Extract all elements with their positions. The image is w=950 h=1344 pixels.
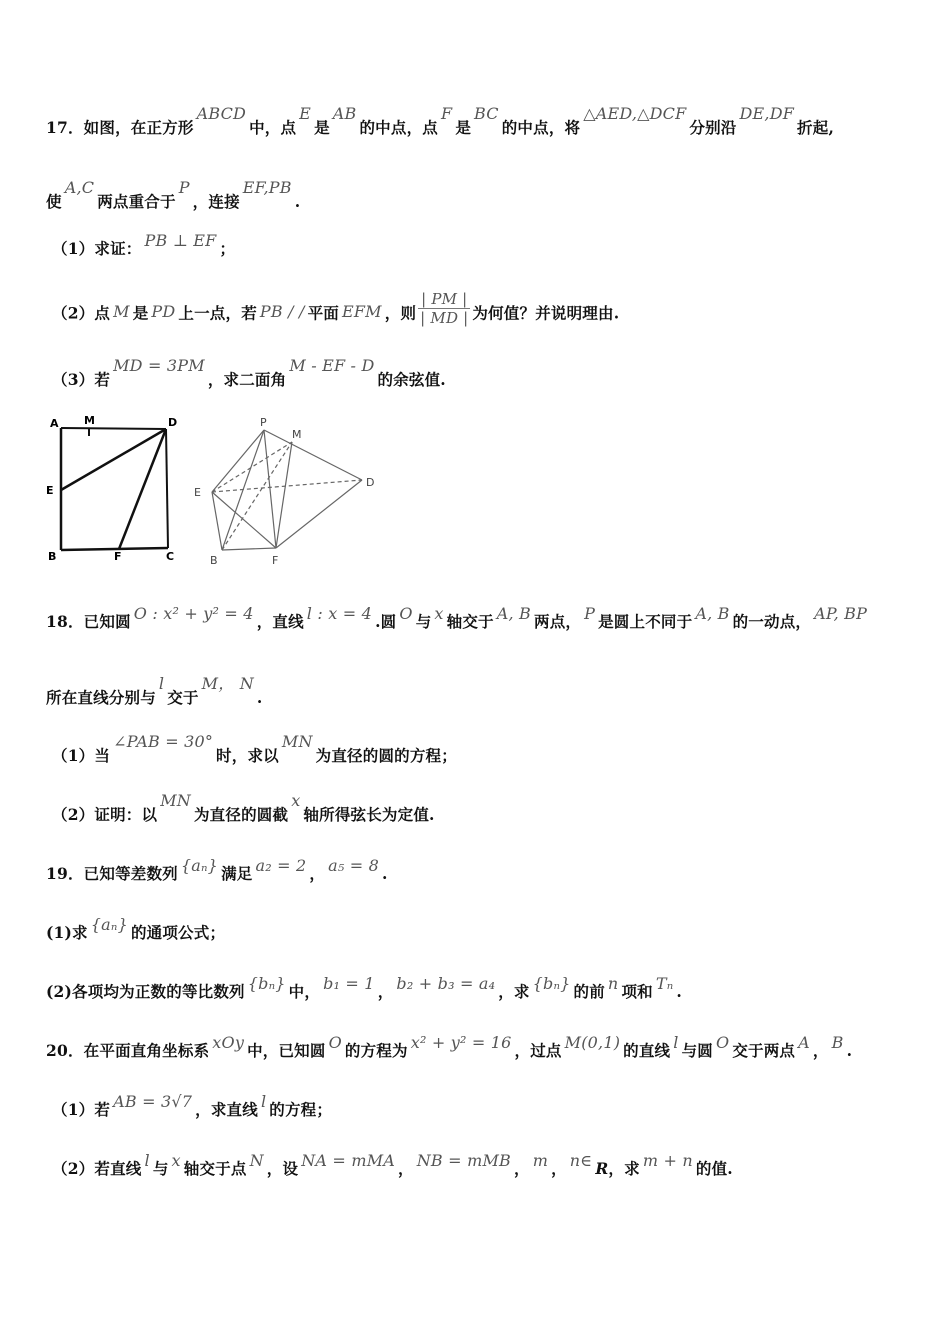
text: （2）点 (52, 303, 111, 323)
label-a: A (50, 417, 59, 430)
label-p: P (260, 416, 267, 429)
text: ，求 (608, 1159, 640, 1178)
text: ， (309, 864, 326, 883)
label-d: D (168, 416, 178, 429)
text: 满足 (221, 864, 253, 883)
q18-line2 (46, 674, 920, 708)
text: 与 (415, 612, 432, 631)
math: m (532, 1151, 549, 1170)
label-e: E (46, 484, 54, 497)
geometry-figures (44, 410, 394, 570)
math: xOy (212, 1033, 245, 1052)
text: 时，求以 (216, 746, 279, 765)
math: x (171, 1151, 181, 1170)
math: A, B (695, 604, 730, 623)
text: 与圆 (681, 1041, 713, 1060)
math: O (399, 604, 413, 623)
text: ，则 (384, 303, 417, 323)
math: A, B (496, 604, 532, 623)
math: DE,DF (739, 104, 795, 123)
label-m2: M (292, 428, 302, 441)
label-f2: F (272, 554, 279, 567)
fraction-numerator: | PM | (418, 290, 470, 309)
text: 的方程； (269, 1100, 333, 1119)
q20-part1 (52, 1092, 920, 1120)
q18-part2 (52, 791, 920, 825)
math: BC (474, 104, 499, 123)
math: MN (281, 732, 313, 751)
math: △AED,△DCF (583, 104, 687, 123)
q20-part2 (52, 1151, 920, 1179)
text: . (294, 192, 301, 211)
text: . (676, 982, 683, 1001)
text: ，连接 (192, 192, 240, 211)
text: （2）若直线 (52, 1159, 142, 1178)
math: a₅ = 8 (328, 856, 380, 875)
q17-line1 (46, 104, 920, 138)
math: O : x² + y² = 4 (133, 604, 254, 623)
math: l : x = 4 (306, 604, 373, 623)
text: ，过点 (514, 1041, 562, 1060)
math: b₂ + b₃ = a₄ (396, 974, 496, 993)
q20-line1 (46, 1033, 920, 1061)
text: 中，点 (249, 118, 297, 137)
text: ； (219, 239, 236, 258)
q17-part1 (52, 231, 920, 259)
math: {aₙ} (180, 856, 219, 875)
text: 分别沿 (689, 118, 737, 137)
text: ，求直线 (195, 1100, 258, 1119)
math: E (299, 104, 312, 123)
label-d2: D (366, 476, 375, 489)
text: ， (513, 1159, 530, 1178)
label-m: M (84, 414, 95, 427)
text: ， (377, 982, 394, 1001)
text: ，求二面角 (207, 370, 287, 389)
text: ，求 (498, 982, 530, 1001)
label-b: B (48, 550, 57, 563)
math: O (328, 1033, 342, 1052)
text: 交于 (167, 688, 199, 707)
text: 的通项公式； (130, 923, 226, 942)
text: 是 (314, 118, 330, 137)
square-figure (61, 428, 168, 550)
math: Tₙ (655, 974, 674, 993)
text: 是 (455, 118, 472, 137)
text: 所在直线分别与 (46, 688, 156, 707)
q20-number: 20．在平面直角坐标系 (46, 1041, 210, 1060)
text: 与 (152, 1159, 169, 1178)
math: EFM (342, 301, 382, 321)
text: （2）证明：以 (52, 805, 158, 824)
math: {aₙ} (90, 915, 128, 934)
q19-number: 19．已知等差数列 (46, 864, 178, 883)
math: PD (151, 301, 176, 321)
math: NB = mMB (416, 1151, 511, 1170)
text: ，设 (266, 1159, 299, 1178)
math: B (831, 1033, 844, 1052)
text: (1)求 (46, 923, 88, 942)
text: 的余弦值. (377, 370, 446, 389)
q18-number: 18．已知圆 (46, 612, 131, 631)
math: P (584, 604, 596, 623)
math: l (144, 1151, 150, 1170)
math: m + n (642, 1151, 693, 1170)
math: n∈ (569, 1151, 593, 1170)
text: 的一动点， (732, 612, 812, 631)
q19-part1 (46, 915, 920, 943)
text: . (256, 688, 263, 707)
math: x² + y² = 16 (410, 1033, 512, 1052)
q19-line1 (46, 856, 920, 884)
math: M(0,1) (564, 1033, 621, 1052)
text: R (595, 1159, 609, 1178)
math: x (434, 604, 444, 623)
text: 折起, (797, 118, 835, 137)
q18-line1 (46, 604, 920, 632)
math: MD = 3PM (113, 356, 205, 375)
text: 的直线 (623, 1041, 671, 1060)
math: l (260, 1092, 267, 1111)
fraction (418, 290, 470, 327)
text: 中， (288, 982, 321, 1001)
text: （1）若 (52, 1100, 111, 1119)
q18-part1 (52, 732, 920, 766)
text: （1）求证： (52, 239, 142, 258)
text: 的前 (573, 982, 605, 1001)
label-e2: E (194, 486, 201, 499)
text: 为何值？并说明理由. (472, 303, 620, 323)
text: 的中点，将 (501, 118, 581, 137)
text: 是 (132, 303, 149, 323)
text: 为直径的圆的方程； (315, 746, 457, 765)
text: 项和 (621, 982, 653, 1001)
math: a₂ = 2 (255, 856, 307, 875)
text: 平面 (307, 303, 339, 323)
math: NA = mMA (301, 1151, 396, 1170)
math: ∠PAB = 30° (113, 732, 214, 751)
math: n (607, 974, 619, 993)
text: 中，已知圆 (247, 1041, 326, 1060)
math: A (798, 1033, 810, 1052)
q17-number: 17．如图，在正方形 (46, 118, 194, 137)
math: EF,PB (242, 178, 292, 197)
text: (2)各项均为正数的等比数列 (46, 982, 245, 1001)
math: l (158, 674, 165, 693)
q19-part2 (46, 974, 920, 1002)
label-c: C (166, 550, 175, 563)
math: x (291, 791, 301, 810)
q17-line2 (46, 178, 920, 212)
math: PB ⊥ EF (144, 231, 217, 250)
text: .圆 (375, 612, 397, 631)
math: AB = 3√7 (113, 1092, 193, 1111)
math: {bₙ} (247, 974, 286, 993)
math: P (178, 178, 190, 197)
math: PB / / (259, 301, 305, 321)
math: M (113, 301, 130, 321)
fraction-denominator: | MD | (420, 309, 469, 327)
text: . (846, 1041, 853, 1060)
text: （3）若 (52, 370, 111, 389)
text: ，直线 (256, 612, 304, 631)
text: 两点重合于 (97, 192, 176, 211)
math: AP, BP (814, 604, 868, 623)
math: ABCD (196, 104, 247, 123)
math: b₁ = 1 (323, 974, 375, 993)
text: 使 (46, 192, 62, 211)
math: A,C (64, 178, 95, 197)
math: MN (160, 791, 191, 810)
text: 交于两点 (732, 1041, 796, 1060)
math: M， N (201, 674, 254, 693)
math: O (716, 1033, 730, 1052)
q17-part2 (52, 290, 920, 333)
text: 轴交于点 (183, 1159, 247, 1178)
text: （1）当 (52, 746, 111, 765)
text: 的方程为 (344, 1041, 408, 1060)
text: 两点， (534, 612, 582, 631)
text: 的中点，点 (359, 118, 438, 137)
text: 轴交于 (446, 612, 494, 631)
math: l (673, 1033, 679, 1052)
pyramid-figure (212, 430, 362, 550)
text: ， (812, 1041, 829, 1060)
math: {bₙ} (532, 974, 571, 993)
text: ， (398, 1159, 414, 1178)
text: . (382, 864, 388, 883)
text: 上一点，若 (178, 303, 257, 323)
text: 轴所得弦长为定值. (303, 805, 435, 824)
label-b2: B (210, 554, 218, 567)
text: 是圆上不同于 (598, 612, 693, 631)
label-f: F (114, 550, 122, 563)
q17-part3 (52, 356, 920, 390)
math: N (249, 1151, 264, 1170)
q17-figures (44, 410, 394, 570)
math: F (441, 104, 453, 123)
text: 为直径的圆截 (193, 805, 289, 824)
text: 的值. (695, 1159, 733, 1178)
math: M - EF - D (289, 356, 375, 375)
text: ， (551, 1159, 567, 1178)
math: AB (332, 104, 357, 123)
